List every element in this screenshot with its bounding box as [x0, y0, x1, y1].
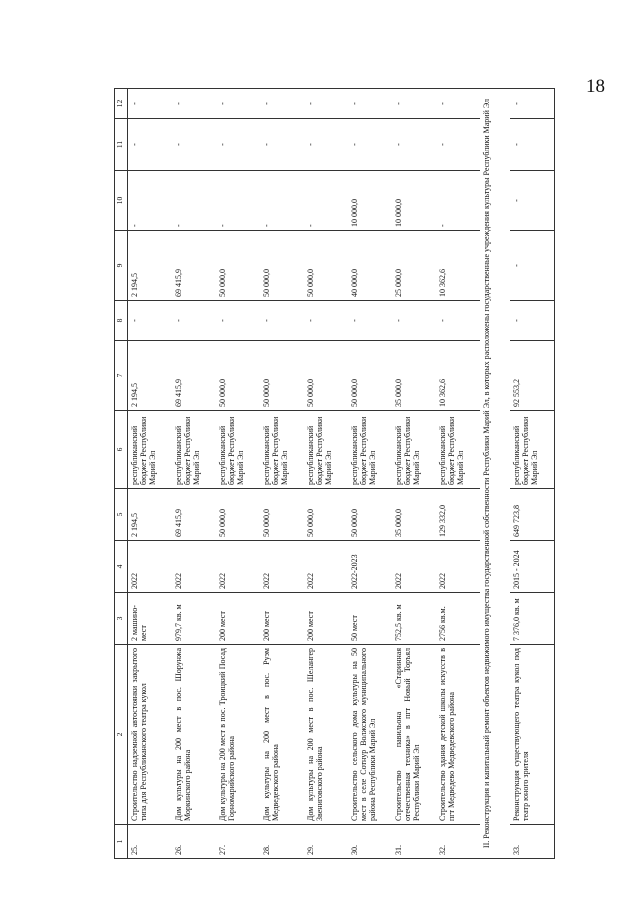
cell-col12: -: [172, 89, 216, 119]
estimated-cost: 69 415,9: [172, 489, 216, 541]
header-cell: 1: [115, 825, 128, 859]
period: 2015 - 2024: [510, 541, 555, 593]
cell-col9: 50 000,0: [260, 231, 304, 301]
cell-col10: -: [510, 171, 555, 231]
table-row: [392, 89, 436, 859]
cell-col10: 10 000,0: [392, 171, 436, 231]
header-cell: 6: [115, 411, 128, 489]
budget-table: [114, 88, 555, 859]
table-row: [128, 89, 173, 859]
cell-col8: -: [128, 301, 173, 341]
object-name: Строительство сельского дома культуры на 50 мест в селе Сотнур Волжского муниципального района Республики Марий Эл: [348, 645, 392, 825]
estimated-cost: 649 723,8: [510, 489, 555, 541]
cell-col11: -: [436, 119, 480, 171]
funding-source: республиканский бюджет Республики Марий Эл: [172, 411, 216, 489]
cell-col12: -: [392, 89, 436, 119]
rotated-table-sheet: [114, 89, 540, 859]
row-number: 29.: [304, 825, 348, 859]
cell-col12: -: [348, 89, 392, 119]
cell-col10: -: [436, 171, 480, 231]
cell-col8: -: [172, 301, 216, 341]
cell-col12: -: [260, 89, 304, 119]
header-row: [115, 89, 128, 859]
row-number: 30.: [348, 825, 392, 859]
cell-col11: -: [216, 119, 260, 171]
object-name: Строительство надземной автостоянки закрытого типа для Республиканского театра кукол: [128, 645, 173, 825]
cell-col12: -: [510, 89, 555, 119]
table-row: [510, 89, 555, 859]
estimated-cost: 129 332,0: [436, 489, 480, 541]
funding-source: республиканский бюджет Республики Марий Эл: [510, 411, 555, 489]
cell-col9: 69 415,9: [172, 231, 216, 301]
table-row: [304, 89, 348, 859]
period: 2022: [128, 541, 173, 593]
funding-source: республиканский бюджет Республики Марий Эл: [128, 411, 173, 489]
table-body: [128, 89, 555, 859]
cell-col9: 25 000,0: [392, 231, 436, 301]
funding-source: республиканский бюджет Республики Марий Эл: [260, 411, 304, 489]
object-name: Дом культуры на 200 мест в пос. Троицкий Посад Горномарийского района: [216, 645, 260, 825]
row-number: 31.: [392, 825, 436, 859]
cell-col10: -: [216, 171, 260, 231]
capacity: 2756 кв.м.: [436, 593, 480, 645]
cell-col9: 50 000,0: [304, 231, 348, 301]
capacity: 2 машино-мест: [128, 593, 173, 645]
capacity: 200 мест: [216, 593, 260, 645]
header-cell: 8: [115, 301, 128, 341]
header-cell: 9: [115, 231, 128, 301]
cell-col8: -: [392, 301, 436, 341]
cell-col12: -: [304, 89, 348, 119]
cell-col8: -: [260, 301, 304, 341]
row-number: 28.: [260, 825, 304, 859]
header-cell: 7: [115, 341, 128, 411]
cell-col9: -: [510, 231, 555, 301]
period: 2022: [172, 541, 216, 593]
estimated-cost: 2 194,5: [128, 489, 173, 541]
row-number: 26.: [172, 825, 216, 859]
cell-col11: -: [128, 119, 173, 171]
cell-col11: -: [260, 119, 304, 171]
cell-col8: -: [348, 301, 392, 341]
funding-source: республиканский бюджет Республики Марий Эл: [216, 411, 260, 489]
total-amount: 50 000,0: [216, 341, 260, 411]
header-cell: 2: [115, 645, 128, 825]
row-number: 33.: [510, 825, 555, 859]
object-name: Дом культуры на 200 мест в пос. Шорунжа Моркинского района: [172, 645, 216, 825]
header-cell: 3: [115, 593, 128, 645]
header-cell: 10: [115, 171, 128, 231]
cell-col12: -: [128, 89, 173, 119]
estimated-cost: 50 000,0: [216, 489, 260, 541]
section-title: II. Реконструкция и капитальный ремонт объектов недвижимого имущества государственной собственности Республики Марий Эл, в которых расположены государственные учреждения культуры Республики Марий Эл: [480, 89, 510, 859]
capacity: 200 мест: [260, 593, 304, 645]
cell-col9: 10 362,6: [436, 231, 480, 301]
object-name: Строительство павильона «Старинная отечественная техника» в пгт Новый Торъял Республики Марий Эл: [392, 645, 436, 825]
funding-source: республиканский бюджет Республики Марий Эл: [304, 411, 348, 489]
header-cell: 4: [115, 541, 128, 593]
row-number: 25.: [128, 825, 173, 859]
period: 2022: [260, 541, 304, 593]
table-row: [216, 89, 260, 859]
cell-col10: -: [304, 171, 348, 231]
period: 2022: [216, 541, 260, 593]
capacity: 7 376,0 кв. м: [510, 593, 555, 645]
capacity: 752,5 кв. м: [392, 593, 436, 645]
section-row: [480, 89, 510, 859]
cell-col10: -: [260, 171, 304, 231]
cell-col11: -: [172, 119, 216, 171]
cell-col12: -: [216, 89, 260, 119]
cell-col11: -: [510, 119, 555, 171]
estimated-cost: 50 000,0: [348, 489, 392, 541]
table-row: [348, 89, 392, 859]
total-amount: 50 000,0: [260, 341, 304, 411]
header-cell: 11: [115, 119, 128, 171]
cell-col11: -: [392, 119, 436, 171]
total-amount: 50 000,0: [348, 341, 392, 411]
cell-col10: 10 000,0: [348, 171, 392, 231]
estimated-cost: 50 000,0: [304, 489, 348, 541]
funding-source: республиканский бюджет Республики Марий Эл: [392, 411, 436, 489]
cell-col11: -: [348, 119, 392, 171]
header-cell: 12: [115, 89, 128, 119]
funding-source: республиканский бюджет Республики Марий Эл: [348, 411, 392, 489]
funding-source: республиканский бюджет Республики Марий Эл: [436, 411, 480, 489]
cell-col9: 40 000,0: [348, 231, 392, 301]
row-number: 27.: [216, 825, 260, 859]
period: 2022: [436, 541, 480, 593]
object-name: Строительство здания детской школы искусств в пгт Медведево Медведевского района: [436, 645, 480, 825]
period: 2022-2023: [348, 541, 392, 593]
total-amount: 92 553,2: [510, 341, 555, 411]
table-row: [436, 89, 480, 859]
table-row: [172, 89, 216, 859]
cell-col8: -: [510, 301, 555, 341]
cell-col10: -: [128, 171, 173, 231]
total-amount: 50 000,0: [304, 341, 348, 411]
total-amount: 35 000,0: [392, 341, 436, 411]
capacity: 50 мест: [348, 593, 392, 645]
cell-col8: -: [436, 301, 480, 341]
cell-col8: -: [216, 301, 260, 341]
capacity: 979,7 кв. м: [172, 593, 216, 645]
total-amount: 10 362,6: [436, 341, 480, 411]
table-row: [260, 89, 304, 859]
page-number: 18: [586, 76, 605, 97]
cell-col11: -: [304, 119, 348, 171]
cell-col12: -: [436, 89, 480, 119]
header-cell: 5: [115, 489, 128, 541]
capacity: 200 мест: [304, 593, 348, 645]
object-name: Реконструкция существующего театра кукол под театр юного зрителя: [510, 645, 555, 825]
total-amount: 2 194,5: [128, 341, 173, 411]
cell-col8: -: [304, 301, 348, 341]
cell-col9: 2 194,5: [128, 231, 173, 301]
object-name: Дом культуры на 200 мест в пос. Руэм Медведевского района: [260, 645, 304, 825]
period: 2022: [392, 541, 436, 593]
row-number: 32.: [436, 825, 480, 859]
period: 2022: [304, 541, 348, 593]
total-amount: 69 415,9: [172, 341, 216, 411]
estimated-cost: 50 000,0: [260, 489, 304, 541]
estimated-cost: 35 000,0: [392, 489, 436, 541]
object-name: Дом культуры на 200 мест в пос. Шелангер Звениговского района: [304, 645, 348, 825]
cell-col9: 50 000,0: [216, 231, 260, 301]
cell-col10: -: [172, 171, 216, 231]
